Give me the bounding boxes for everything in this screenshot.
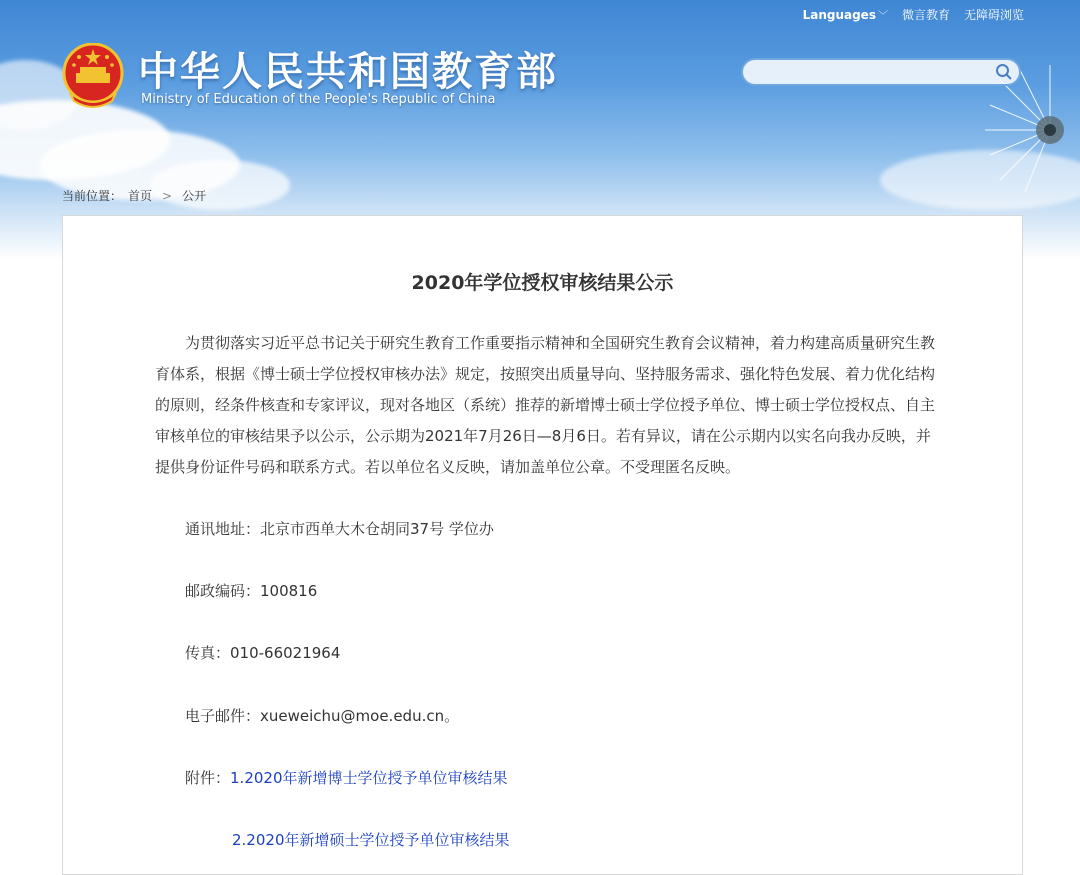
languages-label: Languages — [802, 8, 876, 22]
languages-menu[interactable] — [803, 7, 888, 22]
email-line: 电子邮件：xueweichu@moe.edu.cn。 — [185, 707, 460, 725]
attachments-label: 附件： — [185, 769, 231, 787]
article-title: 2020年学位授权审核结果公示 — [411, 272, 674, 294]
national-emblem-icon — [62, 43, 124, 109]
search-input[interactable] — [753, 62, 987, 84]
breadcrumb-home-link[interactable]: 首页 — [128, 189, 153, 203]
attachments-line — [232, 829, 510, 850]
site-title: 中华人民共和国教育部 — [138, 49, 558, 95]
breadcrumb-current[interactable]: 公开 — [182, 189, 207, 203]
postcode-line: 邮政编码：100816 — [185, 582, 318, 600]
breadcrumb — [62, 187, 206, 204]
search-box — [741, 58, 1021, 86]
weixin-link[interactable]: 微言教育 — [901, 8, 950, 22]
article-paragraph: 为贯彻落实习近平总书记关于研究生教育工作重要指示精神和全国研究生教育会议精神，着力构建高质量研究生教育体系，根据《博士硕士学位授权审核办法》规定，按照突出质量导向、坚持服务需求、强化特色发展、着力优化结构的原则，经条件核查和专家评议，现对各地区（系统）推荐的新增博士硕士学位授予单位、博士硕士学位授权点、自主审核单位的审核结果予以公示，公示期为2021年7月26日—8月6日。若有异议，请在公示期内以实名向我办反映，并提供身份证件号码和联系方式。若以单位名义反映，请加盖单位公章。不受理匿名反映。 — [155, 334, 936, 476]
attachments-line — [185, 767, 508, 788]
site-title-english: Ministry of Education of the People's Republic of China — [141, 92, 496, 107]
breadcrumb-separator: > — [162, 188, 173, 203]
chevron-down-icon: ﹀ — [877, 11, 888, 22]
fax-line: 传真：010-66021964 — [185, 644, 341, 662]
search-icon[interactable] — [995, 63, 1013, 81]
address-line: 通讯地址：北京市西单大木仓胡同37号 学位办 — [185, 520, 494, 538]
attachment-link-2[interactable]: 2.2020年新增硕士学位授予单位审核结果 — [232, 831, 510, 849]
accessibility-link[interactable]: 无障碍浏览 — [963, 8, 1024, 22]
attachment-link-1[interactable]: 1.2020年新增博士学位授予单位审核结果 — [230, 769, 508, 787]
top-links — [803, 6, 1024, 23]
breadcrumb-prefix: 当前位置： — [62, 189, 123, 203]
article-panel — [62, 215, 1023, 875]
